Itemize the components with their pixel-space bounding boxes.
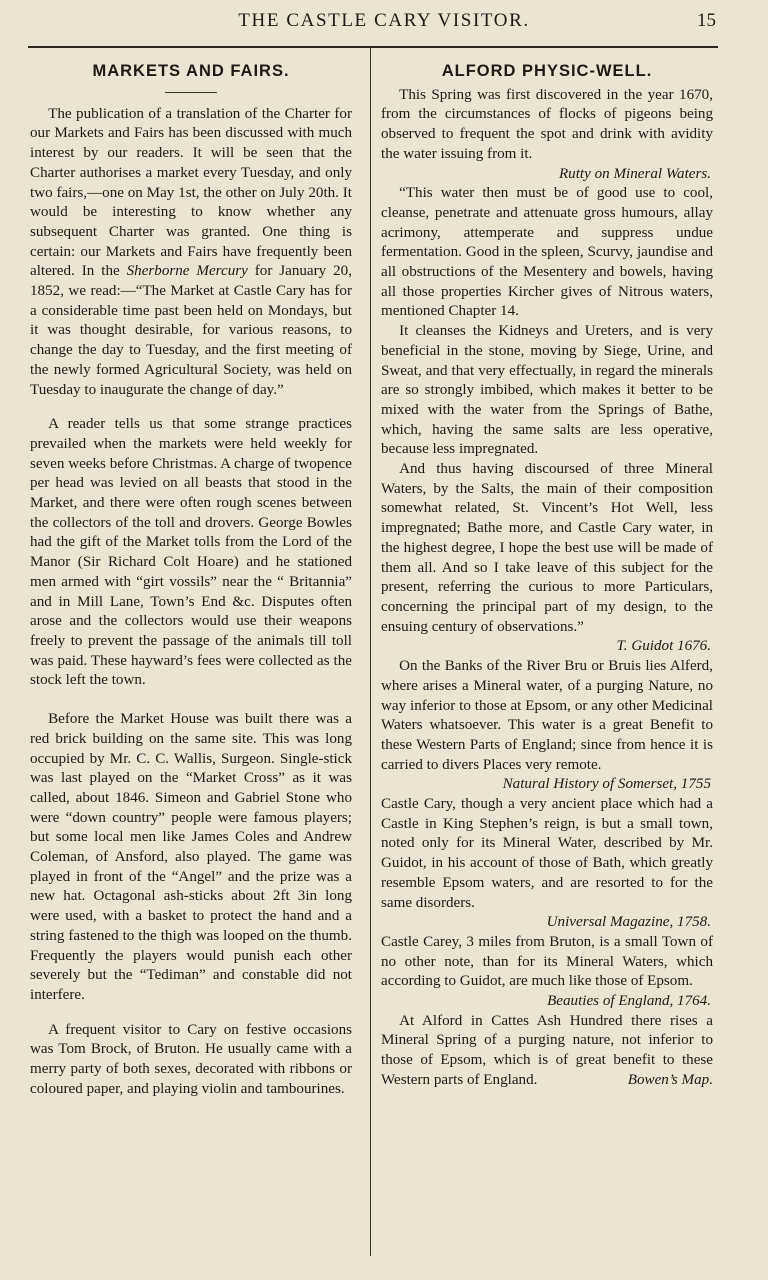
alford-paragraph-4: And thus having discoursed of three Mineral Waters, by the Salts, the main of their composition somewhat related, St. Vincent’s Hot Well, less impregnated; Bathe more, and Castle Cary water, in the highest degree, I hope the best use will be made of them all. And so I take leave of this subject for the present, referring the curious to more Particulars, concerning the principal part of my design, to the ensuing century of observations.”: [381, 461, 713, 635]
header-rule: [28, 46, 718, 48]
alford-physic-well-title: ALFORD PHYSIC-WELL.: [441, 62, 653, 80]
citation-rutty: Rutty on Mineral Waters.: [558, 165, 711, 182]
markets-paragraph-1-text: The publication of a translation of the Charter for our Markets and Fairs has been discussed with much interest by our readers. It will be seen that the Charter authorises a market every Tuesday, and only two fairs,—one on May 1st, the other on July 20th. It would be interesting to know whether any subsequent Charter was granted. One thing is certain: our Markets and Fairs have frequently been altered. In the: [30, 105, 352, 280]
title-rule: [165, 92, 217, 93]
alford-paragraph-1: This Spring was first discovered in the year 1670, from the circumstances of flocks of pigeons being observed to frequent the spot and drink with avidity the water issuing from it.: [381, 86, 713, 162]
citation-guidot: T. Guidot 1676.: [616, 638, 711, 655]
markets-and-fairs-title: MARKETS AND FAIRS.: [92, 62, 290, 80]
sherborne-mercury-title: Sherborne Mercury: [126, 263, 248, 280]
left-column: [30, 56, 352, 1099]
markets-paragraph-4: A frequent visitor to Cary on festive occasions was Tom Brock, of Bruton. He usually came with a merry party of both sexes, decorated with ribbons or coloured paper, and playing violin and tambourines.: [30, 1021, 352, 1097]
citation-bowens-map: Bowen’s Map.: [627, 1071, 713, 1088]
column-divider: [370, 48, 371, 1256]
page-number: 15: [697, 10, 716, 31]
markets-paragraph-1: [30, 105, 352, 401]
markets-paragraph-2: A reader tells us that some strange practices prevailed when the markets were held weekly for seven weeks before Christmas. A charge of twopence per head was levied on all beasts that stood in the Market, and there were often rough scenes between the collectors of the toll and drovers. George Bowles had the gift of the Market tolls from the Lord of the Manor (Sir Richard Colt Hoare) and he stationed men armed with “girt vossils” near the “ Britannia” and in Mill Lane, Town’s End &c. Disputes often arose and the collectors would use their weapons freely to prevent the passage of the animals till toll was paid. These hayward’s fees were collected as the stock left the town.: [30, 416, 352, 689]
alford-paragraph-6: Castle Cary, though a very ancient place which had a Castle in King Stephen’s reign, is but a small town, noted only for its Mineral Water, described by Mr. Guidot, in his account of those of Bath, which greatly resemble Epsom waters, and are resorted to for the same disorders.: [381, 796, 713, 911]
citation-natural-history: Natural History of Somerset, 1755: [502, 776, 711, 793]
markets-paragraph-1-quote: for January 20, 1852, we read:—“The Market at Castle Cary has for a considerable time past been held on Mondays, but it was thought desirable, for various reasons, to change the day to Tuesday, and the first meeting of the newly formed Agricultural Society, was held on Tuesday to inaugurate the change of day.”: [30, 263, 352, 398]
alford-paragraph-8-text: At Alford in Cattes Ash Hundred there rises a Mineral Spring of a purging nature, not inferior to those of Epsom, which is of great benefit to these Western parts of England.: [381, 1012, 713, 1088]
markets-paragraph-3: Before the Market House was built there was a red brick building on the same site. This was long occupied by Mr. C. C. Wallis, Surgeon. Single-stick was last played on the “Market Cross” as it was called, about 1846. Simeon and Gabriel Stone who were “down country” people were famous players; but some local men like James Coles and Andrew Coleman, of Ansford, also played. The game was played in front of the “Angel” and the prize was a new hat. Octagonal ash-sticks about 2ft 3in long were used, with a basket to protect the hand and a string fastened to the thigh was looped on the thumb. Frequently the players would punish each other severely but the “Tediman” and constable did not interfere.: [30, 711, 352, 1003]
citation-beauties-of-england: Beauties of England, 1764.: [547, 993, 711, 1010]
alford-paragraph-8: [381, 1012, 713, 1091]
page-header: [0, 6, 768, 36]
alford-paragraph-2: “This water then must be of good use to cool, cleanse, penetrate and attenuate gross humours, allay acrimony, attemperate and suppress undue fermentation. Good in the spleen, Scurvy, jaundise and all obstructions of the Mesentery and bowels, having all those properties Kircher gives of Nitrous waters, mentioned Chapter 14.: [381, 185, 713, 320]
citation-universal-magazine: Universal Magazine, 1758.: [546, 914, 711, 931]
right-column: [381, 56, 713, 1091]
running-title: THE CASTLE CARY VISITOR.: [238, 10, 530, 31]
alford-paragraph-3: It cleanses the Kidneys and Ureters, and is very beneficial in the stone, moving by Siege, Urine, and Sweat, and that very effectually, in regard the minerals are so strongly imbibed, which makes it better to be mixed with the water from the Springs of Bathe, which, having the same salts are less operative, because less impregnated.: [381, 323, 713, 458]
alford-paragraph-7: Castle Carey, 3 miles from Bruton, is a small Town of no other note, than for its Mineral Waters, which according to Guidot, are much like those of Epsom.: [381, 933, 713, 990]
alford-paragraph-5: On the Banks of the River Bru or Bruis lies Alferd, where arises a Mineral water, of a purging Nature, no way inferior to those at Epsom, or any other Medicinal Waters whatsoever. This water is a great Benefit to these Western Parts of England; since from hence it is carried to divers Places very remote.: [381, 658, 713, 773]
